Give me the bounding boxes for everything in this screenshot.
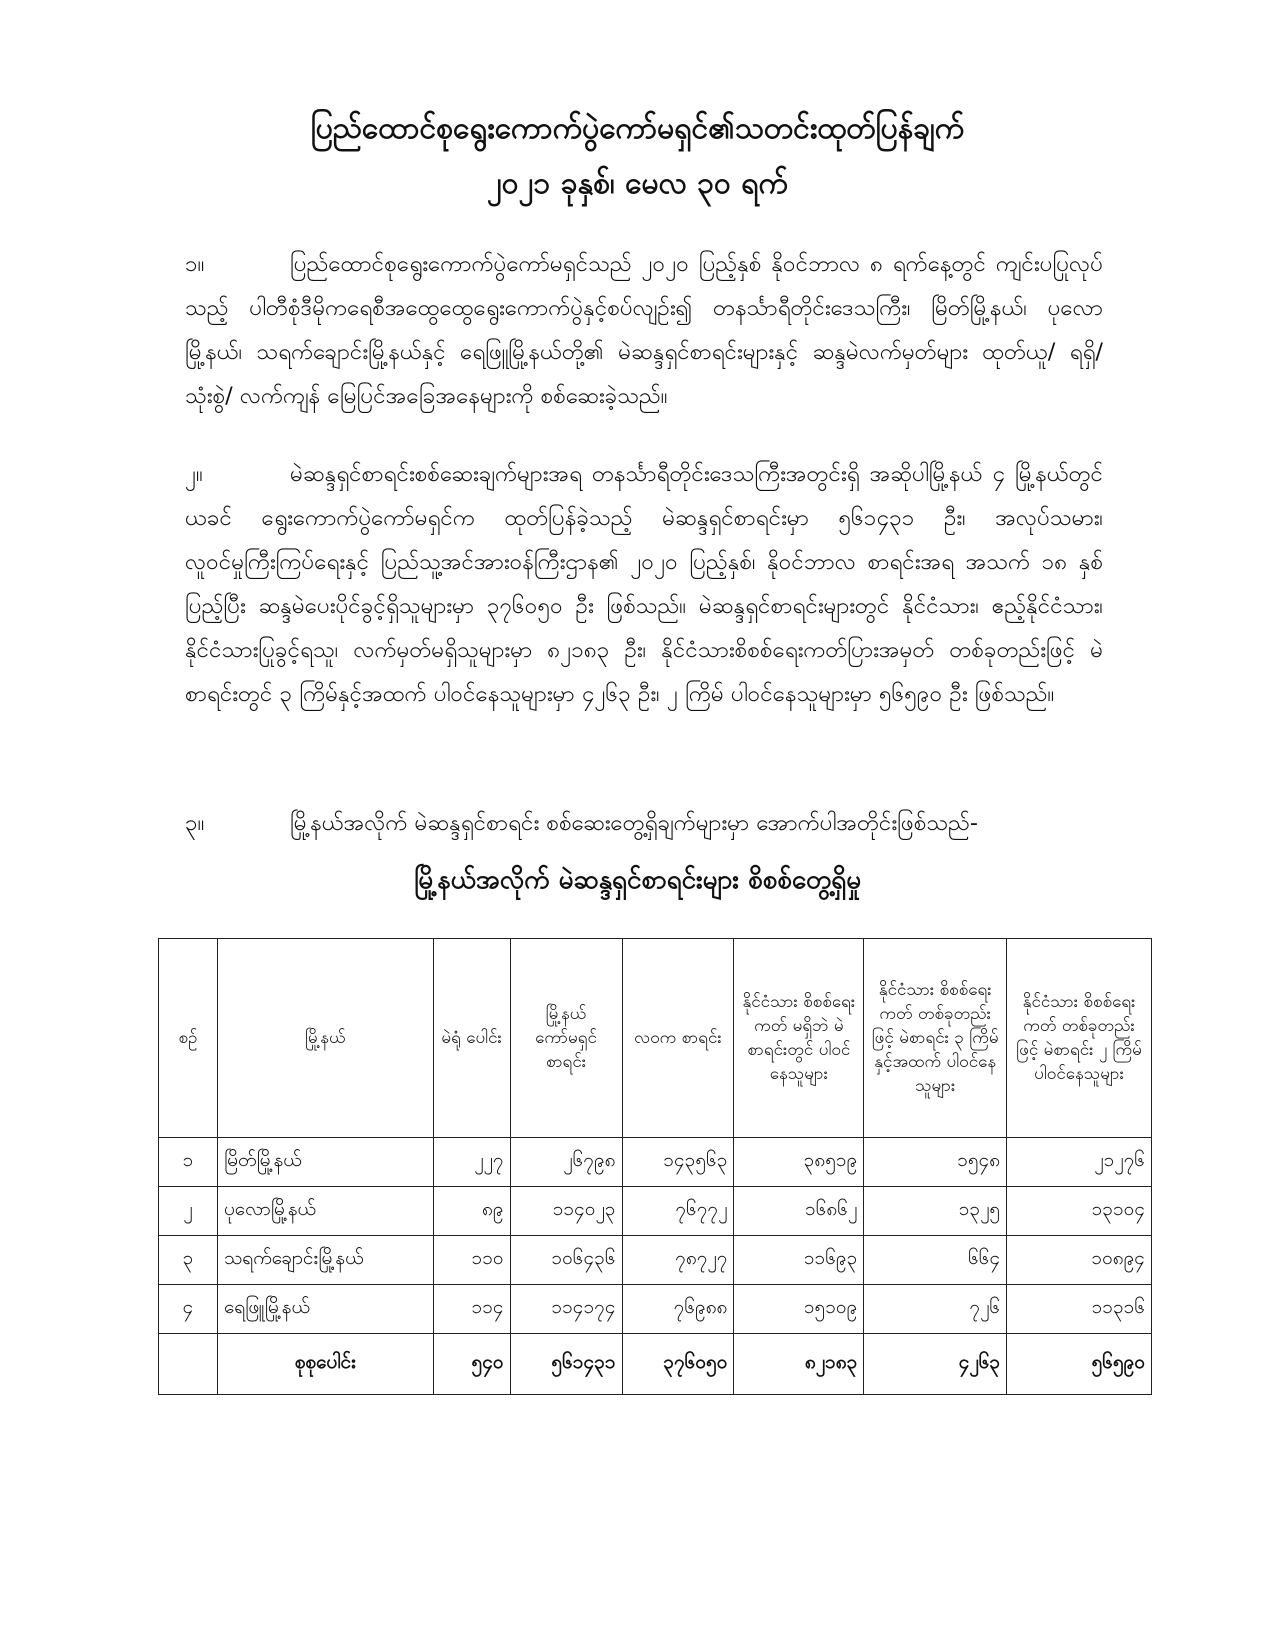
paragraph-2 <box>185 452 1103 716</box>
cell-two-times: ၁၁၃၁၆ <box>1007 1285 1152 1334</box>
cell-two-times: ၂၁၂၇၆ <box>1007 1138 1152 1187</box>
table-title: မြို့နယ်အလိုက် မဲဆန္ဒရှင်စာရင်းများ စိစစ်တွေ့ရှိမှု <box>413 865 862 895</box>
cell-polling-stations: ၁၁၄ <box>433 1285 510 1334</box>
document-date: ၂၀၂၁ ခုနှစ်၊ မေလ ၃၀ ရက် <box>487 166 788 201</box>
cell-polling-stations: ၈၉ <box>433 1187 510 1236</box>
cell-commission-list: ၁၁၄၀၂၃ <box>510 1187 622 1236</box>
cell-polling-stations: ၁၁၀ <box>433 1236 510 1285</box>
cell-polling-stations: ၂၂၇ <box>433 1138 510 1187</box>
header-commission-list: မြို့နယ် ကော်မရှင် စာရင်း <box>510 939 622 1138</box>
document-title: ပြည်ထောင်စုရွေးကောက်ပွဲကော်မရှင်၏သတင်းထုတ်ပြန်ချက် <box>310 111 965 146</box>
cell-two-times: ၅၆၅၉၀ <box>1007 1334 1152 1395</box>
cell-polling-stations: ၅၄၀ <box>433 1334 510 1395</box>
cell-commission-list: ၁၀၆၄၃၆ <box>510 1236 622 1285</box>
cell-two-times: ၁၃၁၀၄ <box>1007 1187 1152 1236</box>
cell-immigration-list: ၇၆၉၈၈ <box>622 1285 734 1334</box>
cell-serial: ၃ <box>159 1236 218 1285</box>
table-row <box>159 1138 1152 1187</box>
cell-no-id-card: ၁၆၈၆၂ <box>734 1187 864 1236</box>
header-polling-stations: မဲရုံ ပေါင်း <box>433 939 510 1138</box>
cell-commission-list: ၅၆၁၄၃၁ <box>510 1334 622 1395</box>
cell-commission-list: ၁၁၄၁၇၄ <box>510 1285 622 1334</box>
cell-township: သရက်ချောင်းမြို့နယ် <box>217 1236 433 1285</box>
cell-township: ပုလောမြို့နယ် <box>217 1187 433 1236</box>
table-header-row <box>159 939 1152 1138</box>
header-serial: စဉ် <box>159 939 218 1138</box>
cell-three-or-more: ၁၃၂၅ <box>864 1187 1007 1236</box>
cell-serial: ၁ <box>159 1138 218 1187</box>
cell-no-id-card: ၈၂၁၈၃ <box>734 1334 864 1395</box>
paragraph-1 <box>185 242 1103 418</box>
header-township: မြို့နယ် <box>217 939 433 1138</box>
paragraph-number: ၃။ <box>185 810 205 836</box>
cell-serial: ၂ <box>159 1187 218 1236</box>
paragraph-text: ပြည်ထောင်စုရွေးကောက်ပွဲကော်မရှင်သည် ၂၀၂၀ ပြည့်နှစ် နိုဝင်ဘာလ ၈ ရက်နေ့တွင် ကျင်းပပြုလုပ်သည့် ပါတီစုံဒီမိုကရေစီအထွေထွေရွေးကောက်ပွဲနှင့်စပ်လျဉ်း၍ တနင်္သာရီတိုင်းဒေသကြီး၊ မြိတ်မြို့နယ်၊ ပုလောမြို့နယ်၊ သရက်ချောင်းမြို့နယ်နှင့် ရေဖြူမြို့နယ်တို့၏ မဲဆန္ဒရှင်စာရင်းများနှင့် ဆန္ဒမဲလက်မှတ်များ ထုတ်ယူ/ ရရှိ/ သုံးစွဲ/ လက်ကျန် မြေပြင်အခြေအနေများကို စစ်ဆေးခဲ့သည်။ <box>185 251 1103 409</box>
cell-three-or-more: ၄၂၆၃ <box>864 1334 1007 1395</box>
cell-immigration-list: ၇၈၇၂၇ <box>622 1236 734 1285</box>
cell-immigration-list: ၇၆၇၇၂ <box>622 1187 734 1236</box>
table-row <box>159 1187 1152 1236</box>
table-row <box>159 1236 1152 1285</box>
cell-immigration-list: ၁၄၃၅၆၃ <box>622 1138 734 1187</box>
paragraph-number: ၁။ <box>185 251 205 277</box>
header-no-id-card: နိုင်ငံသား စိစစ်ရေးကတ် မရှိဘဲ မဲစာရင်းတွင် ပါဝင်နေသူများ <box>734 939 864 1138</box>
cell-serial: ၄ <box>159 1285 218 1334</box>
paragraph-text: မဲဆန္ဒရှင်စာရင်းစစ်ဆေးချက်များအရ တနင်္သာရီတိုင်းဒေသကြီးအတွင်းရှိ အဆိုပါမြို့နယ် ၄ မြို့နယ်တွင် ယခင် ရွေးကောက်ပွဲကော်မရှင်က ထုတ်ပြန်ခဲ့သည့် မဲဆန္ဒရှင်စာရင်းမှာ ၅၆၁၄၃၁ ဦး၊ အလုပ်သမား၊ လူဝင်မှုကြီးကြပ်ရေးနှင့် ပြည်သူ့အင်အားဝန်ကြီးဌာန၏ ၂၀၂၀ ပြည့်နှစ်၊ နိုဝင်ဘာလ စာရင်းအရ အသက် ၁၈ နှစ်ပြည့်ပြီး ဆန္ဒမဲပေးပိုင်ခွင့်ရှိသူများမှာ ၃၇၆၀၅၀ ဦး ဖြစ်သည်။ မဲဆန္ဒရှင်စာရင်းများတွင် နိုင်ငံသား၊ ဧည့်နိုင်ငံသား၊ နိုင်ငံသားပြုခွင့်ရသူ၊ လက်မှတ်မရှိသူများမှာ ၈၂၁၈၃ ဦး၊ နိုင်ငံသားစိစစ်ရေးကတ်ပြားအမှတ် တစ်ခုတည်းဖြင့် မဲစာရင်းတွင် ၃ ကြိမ်နှင့်အထက် ပါဝင်နေသူများမှာ ၄၂၆၃ ဦး၊ ၂ ကြိမ် ပါဝင်နေသူများမှာ ၅၆၅၉၀ ဦး ဖြစ်သည်။ <box>185 461 1103 707</box>
cell-three-or-more: ၆၆၄ <box>864 1236 1007 1285</box>
cell-township: ရေဖြူမြို့နယ် <box>217 1285 433 1334</box>
cell-total-label: စုစုပေါင်း <box>217 1334 433 1395</box>
paragraph-3 <box>185 801 1103 845</box>
cell-immigration-list: ၃၇၆၀၅၀ <box>622 1334 734 1395</box>
paragraph-number: ၂။ <box>185 461 203 487</box>
cell-no-id-card: ၃၈၅၁၉ <box>734 1138 864 1187</box>
cell-township: မြိတ်မြို့နယ် <box>217 1138 433 1187</box>
voter-list-table <box>158 938 1152 1395</box>
cell-no-id-card: ၁၁၆၉၃ <box>734 1236 864 1285</box>
cell-two-times: ၁၀၈၉၄ <box>1007 1236 1152 1285</box>
header-immigration-list: လဝက စာရင်း <box>622 939 734 1138</box>
cell-three-or-more: ၇၂၆ <box>864 1285 1007 1334</box>
table-row <box>159 1285 1152 1334</box>
table-total-row <box>159 1334 1152 1395</box>
paragraph-text: မြို့နယ်အလိုက် မဲဆန္ဒရှင်စာရင်း စစ်ဆေးတွေ့ရှိချက်များမှာ အောက်ပါအတိုင်းဖြစ်သည်- <box>290 810 978 836</box>
cell-commission-list: ၂၆၇၉၈ <box>510 1138 622 1187</box>
cell-three-or-more: ၁၅၄၈ <box>864 1138 1007 1187</box>
header-three-or-more: နိုင်ငံသား စိစစ်ရေးကတ် တစ်ခုတည်းဖြင့် မဲစာရင်း ၃ ကြိမ် နှင့်အထက် ပါဝင်နေသူများ <box>864 939 1007 1138</box>
header-two-times: နိုင်ငံသား စိစစ်ရေးကတ် တစ်ခုတည်းဖြင့် မဲစာရင်း ၂ ကြိမ် ပါဝင်နေသူများ <box>1007 939 1152 1138</box>
cell-serial <box>159 1334 218 1395</box>
cell-no-id-card: ၁၅၁၀၉ <box>734 1285 864 1334</box>
